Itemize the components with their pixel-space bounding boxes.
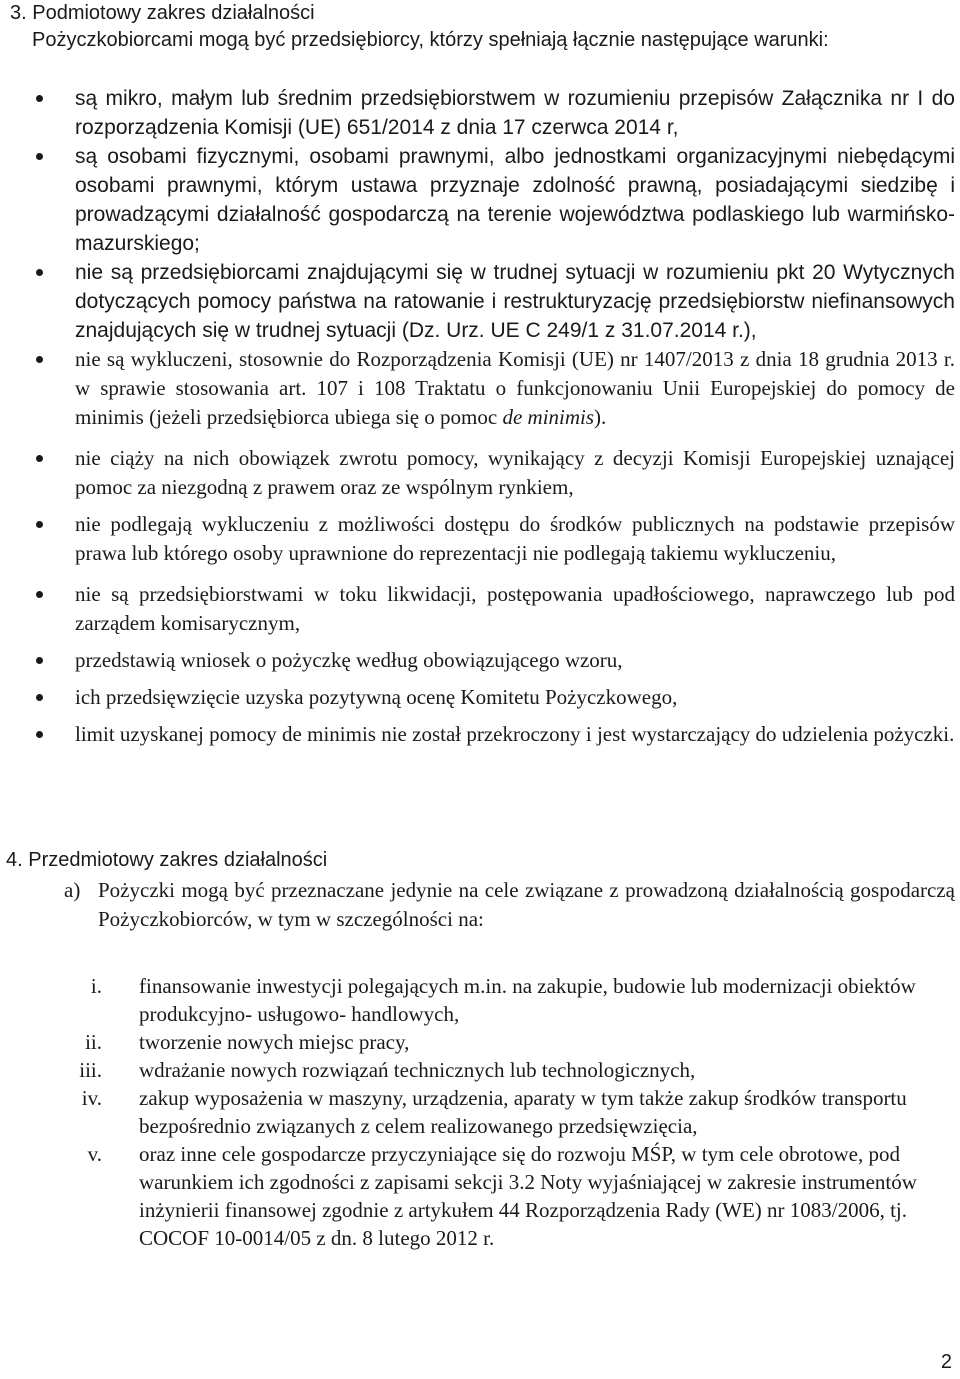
roman-numeral: ii. [85,1030,102,1054]
condition-text: nie są przedsiębiorcami znajdującymi się w trudnej sytuacji w rozumieniu pkt 20 Wytycznych dotyczących pomocy państwa na ratowanie i restrukturyzację przedsiębiorstw niefinansowych znajdujących się w trudnej sytuacji (Dz. Urz. UE C 249/1 z 31.07.2014 r.), [75,261,955,342]
list-item [0,345,960,432]
condition-text: nie są wykluczeni, stosownie do Rozporządzenia Komisji (UE) nr 1407/2013 z dnia 18 grudnia 2013 r. w sprawie stosowania art. 107 i 108 Traktatu o funkcjonowaniu Unii Europejskiej do pomocy de minimis (jeżeli przedsiębiorca ubiega się o pomoc [75,347,955,429]
purpose-text: finansowanie inwestycji polegających m.in. na zakupie, budowie lub modernizacji obiektów produkcyjno- usługowo- handlowych, [139,974,916,1026]
section-3-intro: Pożyczkobiorcami mogą być przedsiębiorcy, którzy spełniają łącznie następujące warunki: [32,29,829,51]
section-3-heading: 3. Podmiotowy zakres działalności [10,2,315,24]
list-item [0,1084,960,1140]
purposes-list [0,972,960,1252]
bullet-icon [36,731,43,738]
bullet-icon [36,455,43,462]
list-item [0,972,960,1028]
conditions-list [0,84,960,749]
bullet-icon [36,153,43,160]
list-item [0,258,960,345]
closing-paren: ). [594,405,607,429]
purpose-text: oraz inne cele gospodarcze przyczyniające się do rozwoju MŚP, w tym cele obrotowe, pod warunkiem ich zgodności z zapisami sekcji 3.2 Noty wyjaśniającej w zakresie instrumentów inżynierii finansowej zgodnie z artykułem 44 Rozporządzenia Rady (WE) nr 1083/2006, tj. COCOF 10-0014/05 z dn. 8 lutego 2012 r. [139,1142,917,1250]
italic-term: de [502,405,523,429]
list-item [0,683,960,712]
list-item [0,646,960,675]
purpose-text: wdrażanie nowych rozwiązań technicznych lub technologicznych, [139,1058,696,1082]
list-item [0,1028,960,1056]
list-item [0,84,960,142]
purpose-text: tworzenie nowych miejsc pracy, [139,1030,410,1054]
roman-numeral: iv. [81,1086,102,1110]
roman-numeral: v. [87,1142,102,1166]
bullet-icon [36,95,43,102]
bullet-icon [36,356,43,363]
list-item [0,580,960,638]
condition-text: nie ciąży na nich obowiązek zwrotu pomocy, wynikający z decyzji Komisji Europejskiej uznającej pomoc za niezgodną z prawem oraz ze wspólnym rynkiem, [75,446,955,499]
bullet-icon [36,591,43,598]
condition-text: nie podlegają wykluczeniu z możliwości dostępu do środków publicznych na podstawie przepisów prawa lub którego osoby uprawnione do reprezentacji nie podlegają takiemu wykluczeniu, [75,512,955,565]
subsection-label: a) [64,878,81,902]
bullet-icon [36,521,43,528]
purpose-text: zakup wyposażenia w maszyny, urządzenia, aparaty w tym także zakup środków transportu bezpośrednio związanych z celem realizowanego przedsięwzięcia, [139,1086,907,1138]
roman-numeral: iii. [79,1058,102,1082]
bullet-icon [36,657,43,664]
condition-text: są osobami fizycznymi, osobami prawnymi, albo jednostkami organizacyjnymi niebędącymi osobami prawnymi, którym ustawa przyznaje zdolność prawną, posiadającymi siedzibę i prowadzącymi działalność gospodarczą na terenie województwa podlaskiego lub warmińsko-mazurskiego; [75,145,955,255]
list-item [0,510,960,568]
list-item [0,1140,960,1252]
list-item [0,142,960,258]
bullet-icon [36,694,43,701]
condition-text: nie są przedsiębiorstwami w toku likwidacji, postępowania upadłościowego, naprawczego lub pod zarządem komisarycznym, [75,582,955,635]
list-item [0,720,960,749]
condition-text: ich przedsięwzięcie uzyska pozytywną ocenę Komitetu Pożyczkowego, [75,685,678,709]
condition-text: są mikro, małym lub średnim przedsiębiorstwem w rozumieniu przepisów Załącznika nr I do rozporządzenia Komisji (UE) 651/2014 z dnia 17 czerwca 2014 r, [75,87,955,139]
condition-text: przedstawią wniosek o pożyczkę według obowiązującego wzoru, [75,648,623,672]
page-number: 2 [940,1351,952,1373]
subsection-text: Pożyczki mogą być przeznaczane jedynie na cele związane z prowadzoną działalnością gospodarczą Pożyczkobiorców, w tym w szczególności na: [98,878,955,931]
roman-numeral: i. [90,974,102,998]
subsection-a [64,876,955,934]
list-item [0,444,960,502]
condition-text: limit uzyskanej pomocy de minimis nie został przekroczony i jest wystarczający do udzielenia pożyczki. [75,722,955,746]
section-4-heading: 4. Przedmiotowy zakres działalności [6,849,328,871]
list-item [0,1056,960,1084]
italic-term: minimis [527,405,595,429]
bullet-icon [36,269,43,276]
